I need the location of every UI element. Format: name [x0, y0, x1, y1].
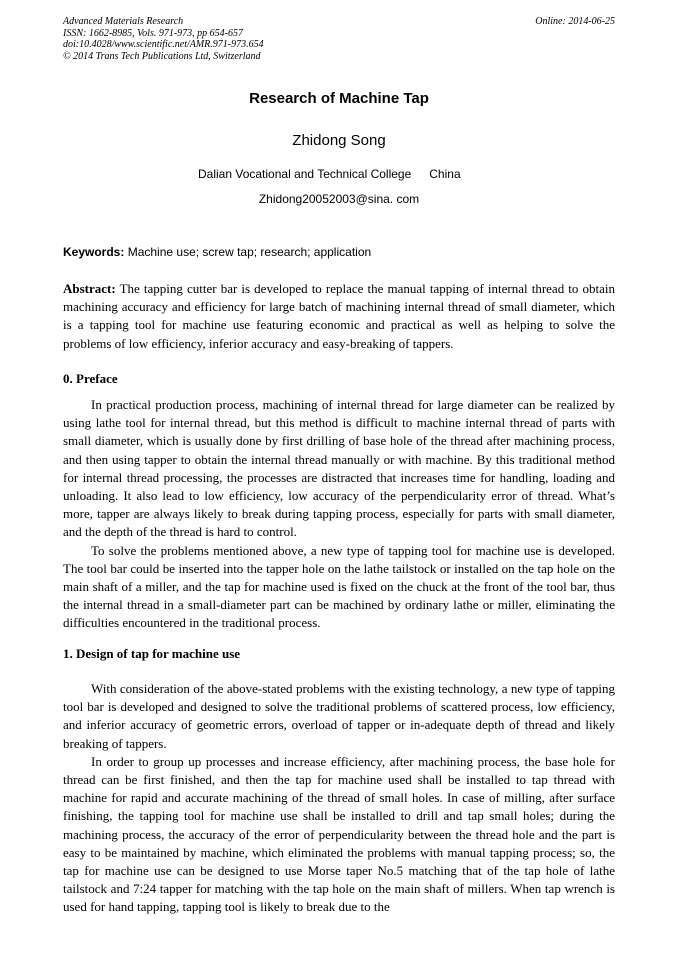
keywords-text: Machine use; screw tap; research; application: [127, 245, 372, 259]
online-date: Online: 2014-06-25: [535, 16, 615, 27]
issn-line: ISSN: 1662-8985, Vols. 971-973, pp 654-657: [63, 27, 243, 39]
keywords: [63, 245, 615, 259]
affiliation: [198, 167, 461, 181]
country: China: [429, 167, 461, 181]
doi-line: doi:10.4028/www.scientific.net/AMR.971-973.654: [63, 39, 264, 50]
paper-title: Research of Machine Tap: [249, 90, 429, 107]
journal-name: Advanced Materials Research: [63, 16, 184, 27]
copyright-line: © 2014 Trans Tech Publications Ltd, Switzerland: [63, 50, 261, 62]
section-heading-preface: 0. Preface: [63, 371, 118, 386]
institution: Dalian Vocational and Technical College: [198, 167, 412, 181]
author-email: Zhidong20052003@sina. com: [258, 192, 420, 206]
abstract-text: The tapping cutter bar is developed to replace the manual tapping of internal thread to obtain machining accuracy and efficiency for large batch of machining internal thread of small diameter, which is a tapping tool for machine use featuring economic and practical as well as helping to solve the problems of low efficiency, inferior accuracy and easy-breaking of tappers.: [63, 281, 615, 351]
section-body-design: [63, 680, 615, 917]
paragraph: To solve the problems mentioned above, a new type of tapping tool for machine use is developed. The tool bar could be inserted into the tapper hole on the lathe tailstock or installed on the tap hole on the main shaft of a miller, and the tap for machine used is fixed on the chuck at the front of the tool bar, thus the internal thread in a small-diameter part can be machined by ordinary lathe or miller, eliminating the difficulties encountered in the traditional process.: [63, 542, 615, 631]
abstract: [63, 280, 615, 353]
section-body-preface: [63, 396, 615, 633]
keywords-label: Keywords:: [63, 245, 125, 259]
author-name: Zhidong Song: [292, 132, 386, 149]
running-header: [63, 16, 615, 62]
journal-info: [63, 16, 615, 62]
section-heading-design: 1. Design of tap for machine use: [63, 646, 241, 661]
paragraph: In order to group up processes and increase efficiency, after machining process, the base hole for thread can be first finished, and then the tap for machine used shall be installed to tap thread with machine for rapid and accurate machining of the thread of small holes. In case of milling, after surface finishing, the tapping tool for machine use shall be installed to drill and tap small holes; during the machining process, the accuracy of the error of perpendicularity between the thread hole and the part is easy to be maintained by machine, which eliminated the problems with manual tapping process; so, the tap for machine use can be designed to use Morse taper No.5 matching that of the tap hole of lathe tailstock and 7:24 tapper for matching with the tap hole on the main shaft of millers. When tap wrench is used for hand tapping, tapping tool is likely to break due to the: [63, 753, 615, 915]
paragraph: With consideration of the above-stated problems with the existing technology, a new type of tapping tool bar is developed and designed to solve the traditional problems of scattered process, low efficiency, and inferior accuracy of geometric errors, overload of tapper or in-adequate depth of thread and likely breaking of tappers.: [63, 681, 615, 751]
abstract-label: Abstract:: [63, 281, 116, 296]
paragraph: In practical production process, machining of internal thread for large diameter can be realized by using lathe tool for internal thread, but this method is difficult to machine internal thread of parts with small diameter, which is usually done by first drilling of base hole of the thread after machining process, and then using tapper to obtain the internal thread manually or with machine. By this traditional method for internal thread processing, the processes are distracted that increases time for handling, loading and unloading. It also lead to low efficiency, low accuracy of the perpendicularity error of thread. What’s more, tapper are always likely to break during tapping process, especially for parts with small diameter, and the depth of the thread is hard to control.: [63, 397, 615, 540]
